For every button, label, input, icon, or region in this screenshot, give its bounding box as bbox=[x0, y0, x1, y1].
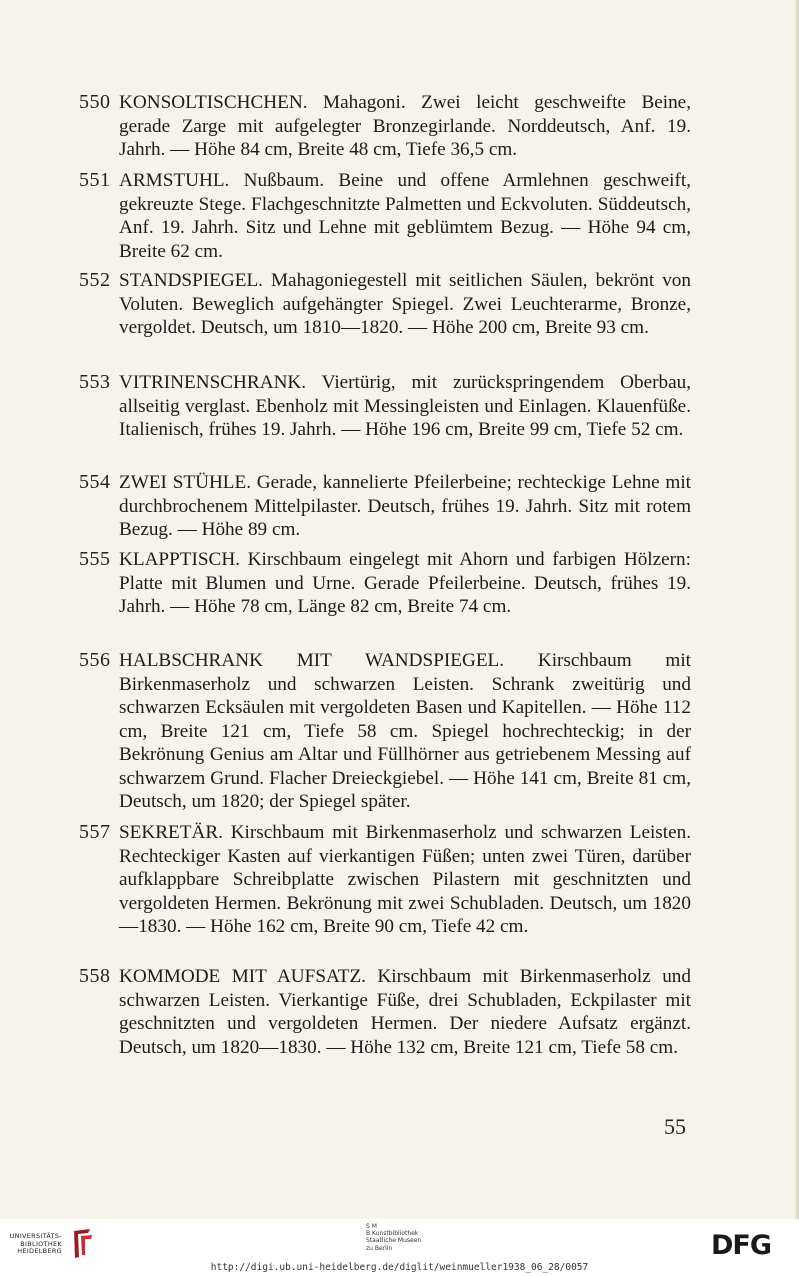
source-url[interactable]: http://digi.ub.uni-heidelberg.de/diglit/weinmueller1938_06_28/0057 bbox=[210, 1262, 589, 1273]
entry-text: ZWEI STÜHLE. Gerade, kannelierte Pfeilerbeine; rechteckige Lehne mit durchbrochenem Mittelpilaster. Deutsch, frühes 19. Jahrh. Sitz mit rotem Bezug. — Höhe 89 cm. bbox=[119, 472, 691, 540]
entry-number: 555 bbox=[79, 548, 111, 570]
entry-text: HALBSCHRANK MIT WANDSPIEGEL. Kirschbaum mit Birkenmaserholz und schwarzen Leisten. Schrank zweitürig und schwarzen Ecksäulen mit vergoldeten Basen und Kapitellen. — Höhe 112 cm, Breite 121 cm, Tiefe 58 cm. Spiegel hochrechteckig; in der Bekrönung Genius am Altar und Füllhörner aus getriebenem Messing auf schwarzem Grund. Flacher Dreieckgiebel. — Höhe 141 cm, Breite 81 cm, Deutsch, um 1820; der Spiegel später. bbox=[119, 650, 691, 812]
library-logo-icon bbox=[70, 1227, 98, 1261]
catalog-entry-551 bbox=[79, 169, 691, 263]
catalog-entry-554 bbox=[79, 471, 691, 542]
entry-number: 558 bbox=[79, 965, 111, 987]
catalog-entry-553 bbox=[79, 371, 691, 442]
catalog-entry-557 bbox=[79, 821, 691, 939]
catalog-entry-552 bbox=[79, 269, 691, 340]
dfg-logo: DFG bbox=[711, 1230, 772, 1261]
museum-credit: S M B Kunstbibliothek Staatliche Museen zu Berlin bbox=[366, 1223, 422, 1252]
entry-text: KONSOLTISCHCHEN. Mahagoni. Zwei leicht geschweifte Beine, gerade Zarge mit aufgelegter Bronzegirlande. Norddeutsch, Anf. 19. Jahrh. — Höhe 84 cm, Breite 48 cm, Tiefe 36,5 cm. bbox=[119, 92, 691, 160]
catalog-entry-558 bbox=[79, 965, 691, 1059]
catalog-entry-555 bbox=[79, 548, 691, 619]
entry-text: SEKRETÄR. Kirschbaum mit Birkenmaserholz und schwarzen Leisten. Rechteckiger Kasten auf vierkantigen Füßen; unten zwei Türen, darüber aufklappbare Schreibplatte zwischen Pilastern mit geschnitzten und vergoldeten Hermen. Bekrönung mit zwei Schubladen. Deutsch, um 1820—1830. — Höhe 162 cm, Breite 90 cm, Tiefe 42 cm. bbox=[119, 822, 691, 937]
library-name: UNIVERSITÄTS- BIBLIOTHEK HEIDELBERG bbox=[9, 1232, 62, 1256]
entry-number: 554 bbox=[79, 471, 111, 493]
entry-number: 556 bbox=[79, 649, 111, 671]
entry-text: ARMSTUHL. Nußbaum. Beine und offene Armlehnen geschweift, gekreuzte Stege. Flachgeschnitzte Palmetten und Eckvoluten. Süddeutsch, Anf. 19. Jahrh. Sitz und Lehne mit geblümtem Bezug. — Höhe 94 cm, Breite 62 cm. bbox=[119, 170, 691, 262]
entry-number: 552 bbox=[79, 269, 111, 291]
entry-text: STANDSPIEGEL. Mahagoniegestell mit seitlichen Säulen, bekrönt von Voluten. Beweglich aufgehängter Spiegel. Zwei Leuchterarme, Bronze, vergoldet. Deutsch, um 1810—1820. — Höhe 200 cm, Breite 93 cm. bbox=[119, 270, 691, 338]
entry-number: 550 bbox=[79, 91, 111, 113]
entry-text: VITRINENSCHRANK. Viertürig, mit zurückspringendem Oberbau, allseitig verglast. Ebenholz mit Messingleisten und Einlagen. Klauenfüße. Italienisch, frühes 19. Jahrh. — Höhe 196 cm, Breite 99 cm, Tiefe 52 cm. bbox=[119, 372, 691, 440]
page-number: 55 bbox=[664, 1114, 686, 1139]
entry-number: 557 bbox=[79, 821, 111, 843]
entry-number: 553 bbox=[79, 371, 111, 393]
catalog-entry-550 bbox=[79, 91, 691, 162]
catalog-entry-556 bbox=[79, 649, 691, 814]
entry-text: KLAPPTISCH. Kirschbaum eingelegt mit Ahorn und farbigen Hölzern: Platte mit Blumen und Urne. Gerade Pfeilerbeine. Deutsch, frühes 19. Jahrh. — Höhe 78 cm, Länge 82 cm, Breite 74 cm. bbox=[119, 549, 691, 617]
entry-number: 551 bbox=[79, 169, 111, 191]
entry-text: KOMMODE MIT AUFSATZ. Kirschbaum mit Birkenmaserholz und schwarzen Leisten. Vierkantige Füße, drei Schubladen, Eckpilaster mit geschnitzten und vergoldeten Hermen. Der niedere Aufsatz ergänzt. Deutsch, um 1820—1830. — Höhe 132 cm, Breite 121 cm, Tiefe 58 cm. bbox=[119, 966, 691, 1058]
